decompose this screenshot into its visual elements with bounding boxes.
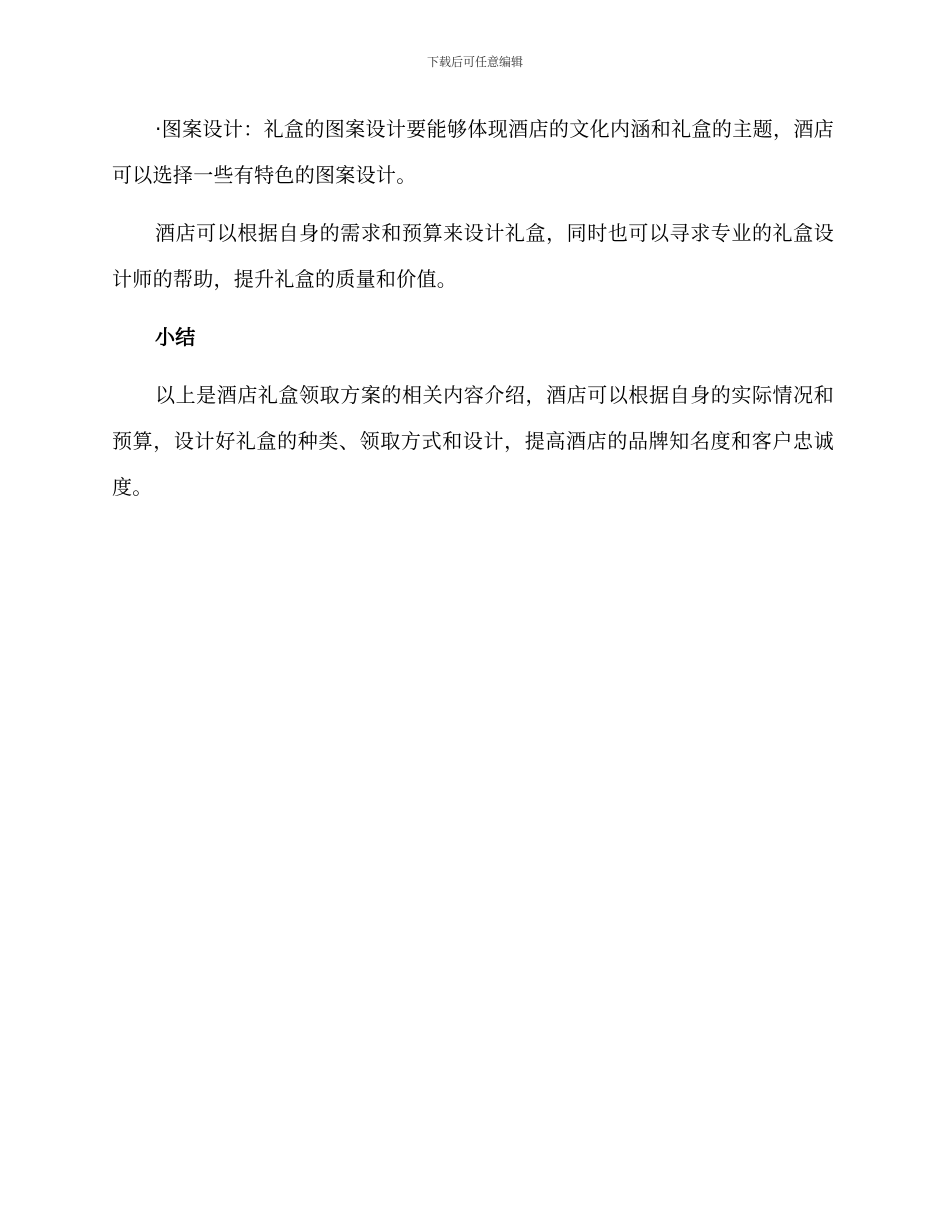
paragraph-design-budget: 酒店可以根据自身的需求和预算来设计礼盒，同时也可以寻求专业的礼盒设计师的帮助，提升礼盒的质量和价值。: [112, 221, 834, 291]
document-body: [112, 106, 834, 522]
paragraph-summary: 以上是酒店礼盒领取方案的相关内容介绍，酒店可以根据自身的实际情况和预算，设计好礼盒的种类、领取方式和设计，提高酒店的品牌知名度和客户忠诚度。: [112, 383, 834, 499]
paragraph-pattern-design: ·图案设计：礼盒的图案设计要能够体现酒店的文化内涵和礼盒的主题，酒店可以选择一些有特色的图案设计。: [112, 117, 834, 187]
page-header: 下载后可任意编辑: [426, 55, 523, 69]
section-heading-summary: 小结: [155, 325, 196, 349]
